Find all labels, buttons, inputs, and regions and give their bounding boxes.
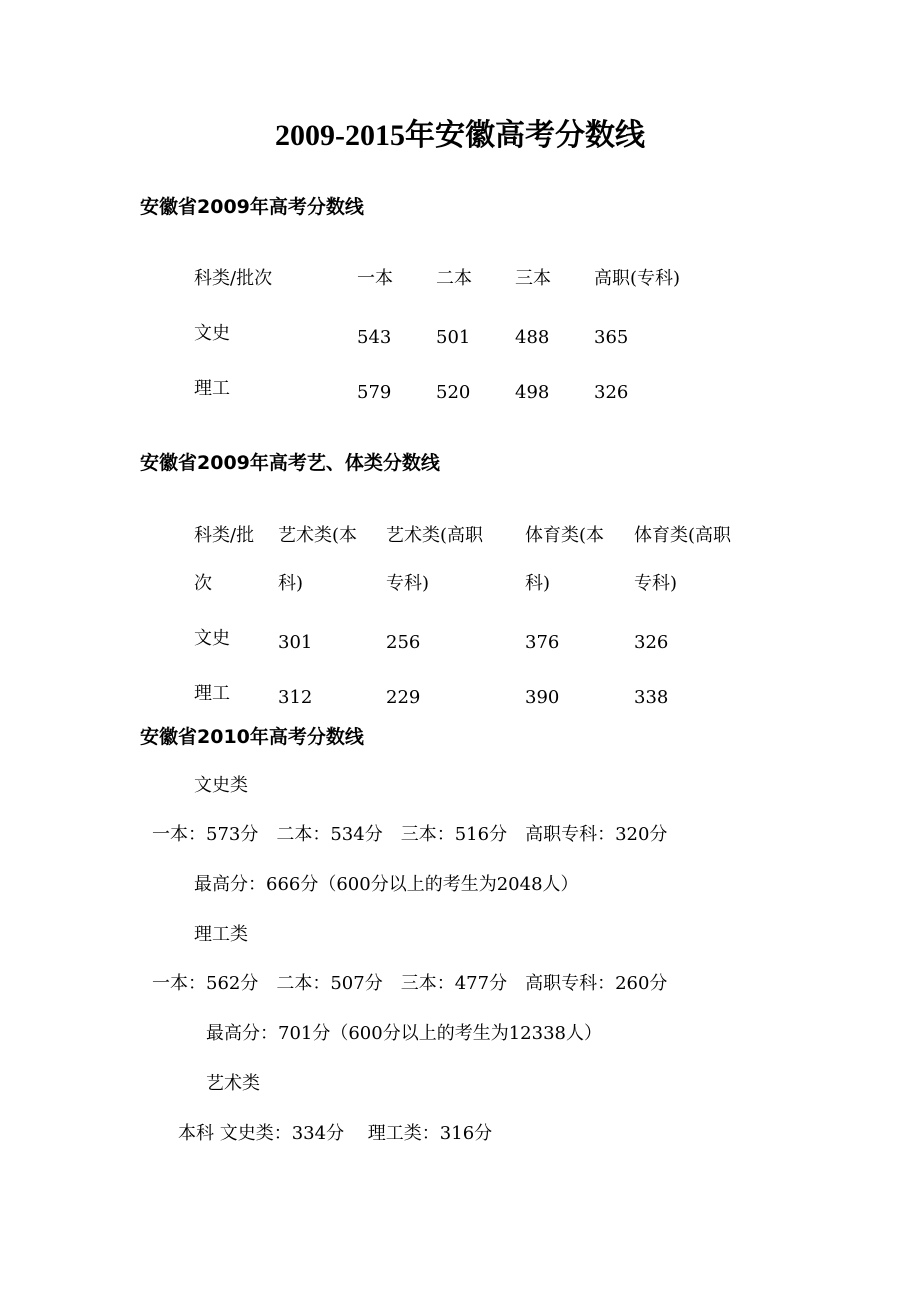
section-heading-2009: 安徽省2009年高考分数线 xyxy=(140,196,364,218)
score-cell: 520 xyxy=(436,382,471,403)
score-cell: 579 xyxy=(357,382,392,403)
header-art-vocational-cont: 专科) xyxy=(386,573,430,594)
header-sport-undergrad-cont: 科) xyxy=(525,573,551,594)
wenshi-label: 文史类 xyxy=(194,775,248,796)
wenshi-scores: 一本：573分 二本：534分 三本：516分 高职专科：320分 xyxy=(152,824,668,845)
header-art-undergrad-cont: 科) xyxy=(278,573,304,594)
header-vocational: 高职(专科) xyxy=(594,268,681,289)
header-category-cont: 次 xyxy=(194,573,212,594)
header-tier3: 三本 xyxy=(515,268,551,289)
header-tier1: 一本 xyxy=(357,268,393,289)
page-title: 2009-2015年安徽高考分数线 xyxy=(275,119,645,152)
score-cell: 501 xyxy=(436,327,471,348)
row-category: 文史 xyxy=(194,628,230,649)
score-cell: 229 xyxy=(386,687,421,708)
wenshi-top-score: 最高分：666分（600分以上的考生为2048人） xyxy=(194,874,579,895)
score-cell: 326 xyxy=(594,382,629,403)
row-category: 理工 xyxy=(194,683,230,704)
ligong-scores: 一本：562分 二本：507分 三本：477分 高职专科：260分 xyxy=(152,973,668,994)
section-heading-2010: 安徽省2010年高考分数线 xyxy=(140,726,364,748)
ligong-label: 理工类 xyxy=(194,924,248,945)
art-label: 艺术类 xyxy=(206,1073,260,1094)
score-cell: 301 xyxy=(278,632,313,653)
score-cell: 326 xyxy=(634,632,669,653)
header-tier2: 二本 xyxy=(436,268,472,289)
row-category: 理工 xyxy=(194,378,230,399)
section-heading-2009-art-sport: 安徽省2009年高考艺、体类分数线 xyxy=(140,452,440,474)
score-cell: 488 xyxy=(515,327,550,348)
row-category: 文史 xyxy=(194,323,230,344)
header-sport-vocational: 体育类(高职 xyxy=(634,525,732,546)
header-category: 科类/批 xyxy=(194,525,255,546)
header-category: 科类/批次 xyxy=(194,268,273,289)
score-cell: 390 xyxy=(525,687,560,708)
score-cell: 365 xyxy=(594,327,629,348)
score-cell: 256 xyxy=(386,632,421,653)
score-cell: 376 xyxy=(525,632,560,653)
score-cell: 338 xyxy=(634,687,669,708)
header-art-vocational: 艺术类(高职 xyxy=(386,525,484,546)
ligong-top-score: 最高分：701分（600分以上的考生为12338人） xyxy=(206,1023,602,1044)
header-sport-vocational-cont: 专科) xyxy=(634,573,678,594)
header-art-undergrad: 艺术类(本 xyxy=(278,525,358,546)
score-cell: 312 xyxy=(278,687,313,708)
header-sport-undergrad: 体育类(本 xyxy=(525,525,605,546)
score-cell: 498 xyxy=(515,382,550,403)
art-scores: 本科 文史类：334分 理工类：316分 xyxy=(178,1123,493,1144)
score-cell: 543 xyxy=(357,327,392,348)
